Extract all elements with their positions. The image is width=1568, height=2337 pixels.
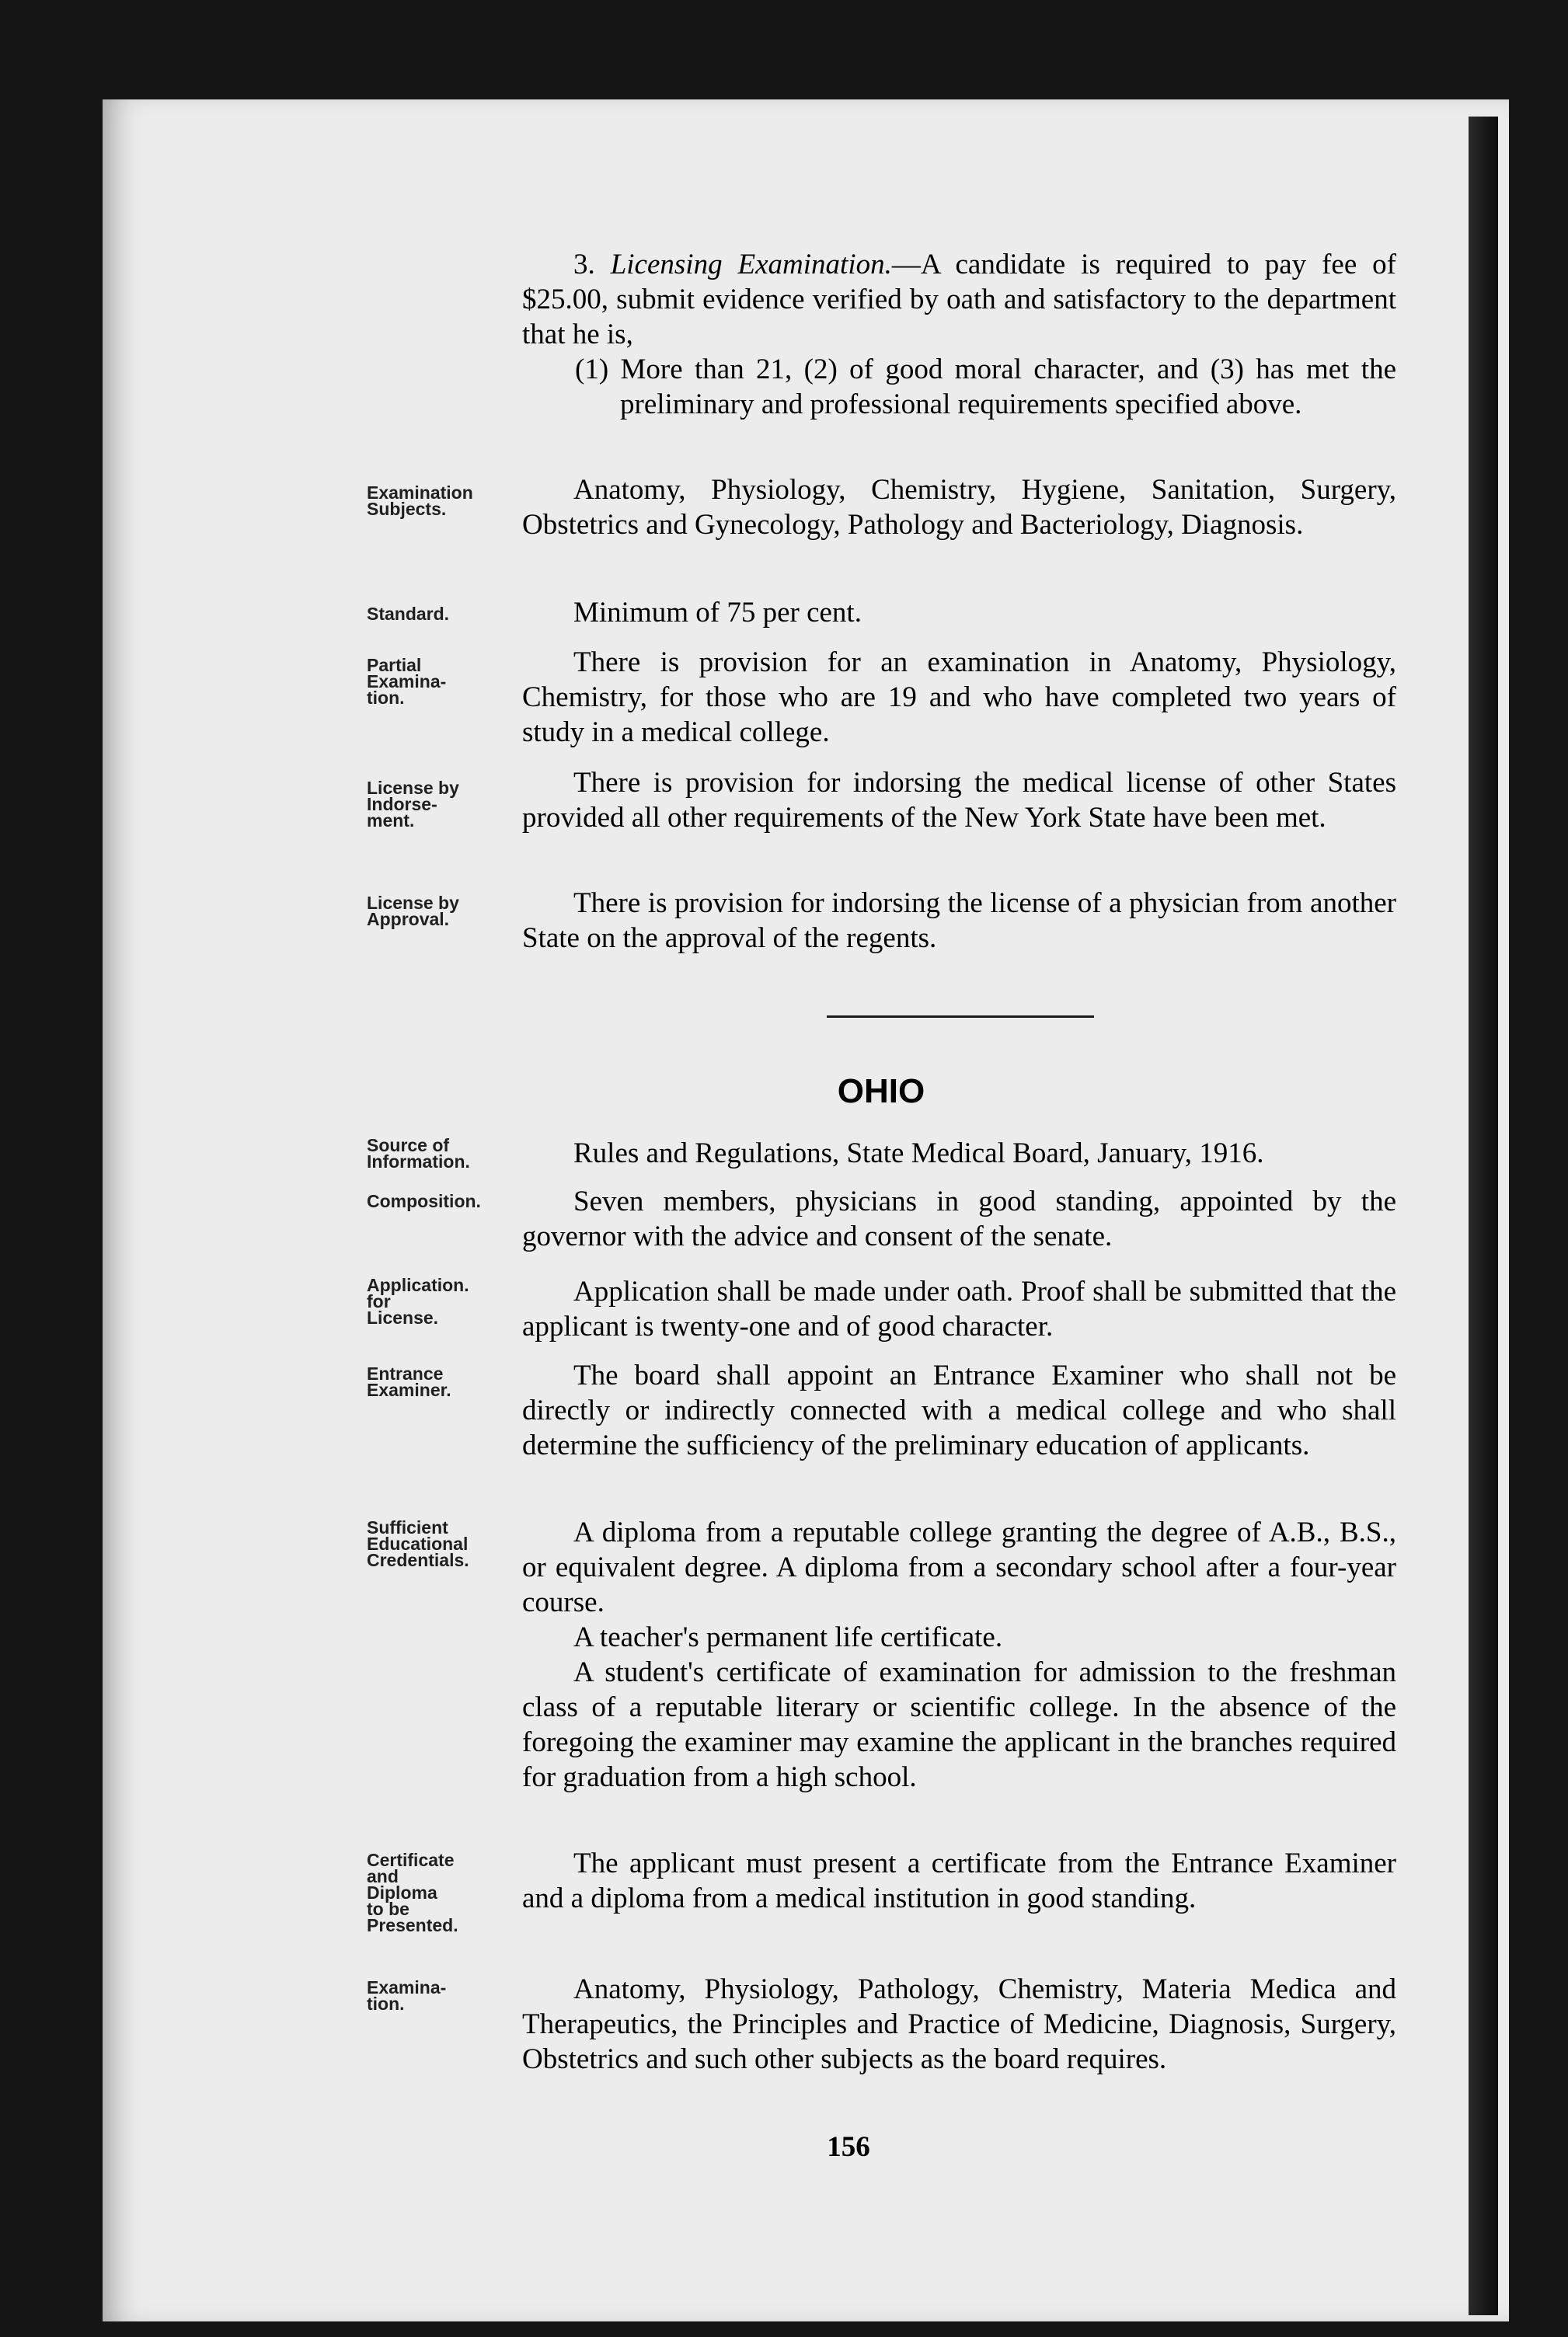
licensing-examination-paragraph [522,247,1396,422]
licensing-title: Licensing Examination. [610,249,892,280]
examination-subjects-paragraph: Anatomy, Physiology, Chemistry, Hygiene, Sanitation, Surgery, Obstetrics and Gynecology, Pathology and Bacteriology, Diagnosis. [522,474,1396,541]
certificate-and-diploma-paragraph: The applicant must present a certificate from the Entrance Examiner and a diploma from a medical institution in good standing. [522,1848,1396,1914]
source-of-information-paragraph: Rules and Regulations, State Medical Board, January, 1916. [573,1137,1264,1169]
section-divider-rule [827,1015,1094,1018]
standard-paragraph: Minimum of 75 per cent. [573,597,862,629]
margin-note-source-of-information: Source of Information. [367,1135,470,1172]
page-edge-shadow [1469,117,1498,2315]
sufficient-educational-credentials-paragraph: A diploma from a reputable college granting the degree of A.B., B.S., or equivalent degree. A diploma from a secondary school after a four-year course. A teacher's permanent life certificate. A student's certificate of examination for admission to the freshman class of a reputable literary or scientific college. In the absence of the foregoing the examiner may examine the applicant in the branches required for graduation from a high school. [522,1517,1396,1793]
partial-examination-paragraph: There is provision for an examination in Anatomy, Physiology, Chemistry, for those who are 19 and who have completed two years of study in a medical college. [522,646,1396,748]
margin-note-examination-subjects: Examination Subjects. [367,482,473,519]
margin-note-entrance-examiner: Entrance Examiner. [367,1364,451,1400]
teacher-certificate-paragraph: A teacher's permanent life certificate. [573,1621,1003,1653]
margin-note-certificate-and-diploma: Certificate and Diploma to be Presented. [367,1850,458,1935]
composition-paragraph: Seven members, physicians in good standing, appointed by the governor with the advice and consent of the senate. [522,1186,1396,1252]
margin-note-standard: Standard. [367,604,450,624]
ohio-examination-paragraph: Anatomy, Physiology, Pathology, Chemistry, Materia Medica and Therapeutics, the Principles and Practice of Medicine, Diagnosis, Surgery, Obstetrics and such other subjects as the board requires. [522,1973,1396,2075]
margin-note-sufficient-educational-credentials: Sufficient Educational Credentials. [367,1517,469,1570]
margin-note-license-by-approval: License by Approval. [367,893,459,929]
entrance-examiner-paragraph: The board shall appoint an Entrance Examiner who shall not be directly or indirectly connected with a medical college and who shall determine the sufficiency of the preliminary education of applicants. [522,1360,1396,1461]
license-by-approval-paragraph: There is provision for indorsing the license of a physician from another State on the approval of the regents. [522,887,1396,954]
licensing-intro: —A candidate is required to pay fee of $25.00, submit evidence verified by oath and satisfactory to the department that he is, [522,249,1396,350]
page-number: 156 [827,2131,870,2163]
margin-note-examination: Examina- tion. [367,1977,447,2014]
margin-note-composition: Composition. [367,1191,481,1211]
margin-note-license-by-indorsement: License by Indorse- ment. [367,778,459,831]
licensing-number: 3. [573,249,595,280]
licensing-list: (1) More than 21, (2) of good moral character, and (3) has met the preliminary and professional requirements specified above. [575,354,1396,420]
license-by-indorsement-paragraph: There is provision for indorsing the medical license of other States provided all other requirements of the New York State have been met. [522,767,1396,834]
margin-note-partial-examination: Partial Examina- tion. [367,655,447,708]
margin-note-application-for-license: Application. for License. [367,1275,469,1328]
application-for-license-paragraph: Application shall be made under oath. Proof shall be submitted that the applicant is twenty-one and of good character. [522,1276,1396,1343]
student-certificate-paragraph: A student's certificate of examination for admission to the freshman class of a reputable literary or scientific college. In the absence of the foregoing the examiner may examine the applicant in the branches required for graduation from a high school. [522,1656,1396,1793]
ohio-heading: OHIO [837,1072,925,1110]
